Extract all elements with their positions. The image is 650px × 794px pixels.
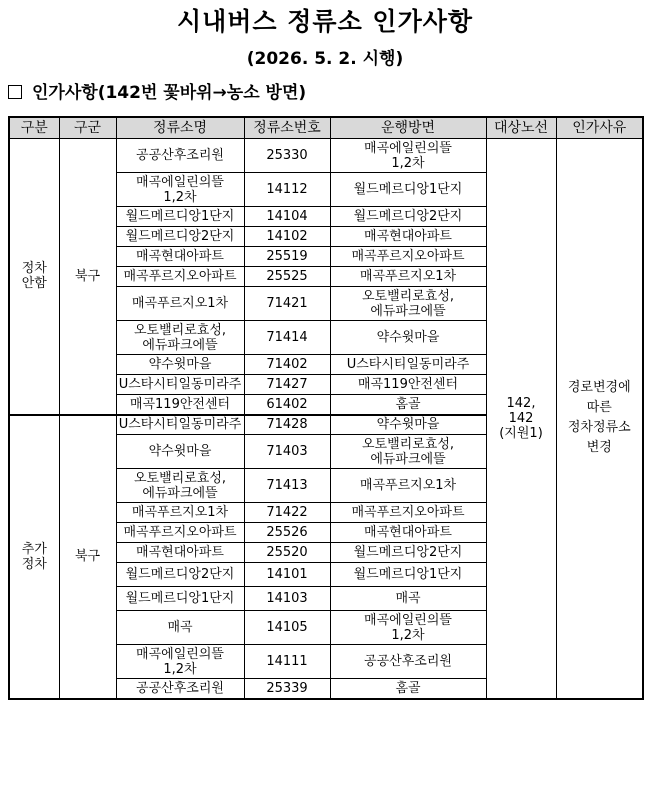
direction-cell: 월드메르디앙1단지 <box>330 563 486 587</box>
stop-name-cell: 월드메르디앙2단지 <box>116 563 244 587</box>
stop-number-cell: 25339 <box>244 679 330 699</box>
direction-cell: 매곡현대아파트 <box>330 523 486 543</box>
direction-cell: 월드메르디앙2단지 <box>330 207 486 227</box>
stop-number-cell: 71427 <box>244 375 330 395</box>
direction-cell: 매곡 <box>330 587 486 611</box>
header-direction: 운행방면 <box>330 117 486 139</box>
table-header-row <box>9 117 643 139</box>
stop-number-cell: 71402 <box>244 355 330 375</box>
stop-number-cell: 14101 <box>244 563 330 587</box>
stop-name-cell: 공공산후조리원 <box>116 679 244 699</box>
direction-cell: 매곡현대아파트 <box>330 227 486 247</box>
stop-number-cell: 14104 <box>244 207 330 227</box>
direction-cell: 매곡푸르지오아파트 <box>330 503 486 523</box>
stop-number-cell: 61402 <box>244 395 330 415</box>
document-title: 시내버스 정류소 인가사항 <box>176 7 474 36</box>
direction-cell: 매곡푸르지오1차 <box>330 469 486 503</box>
stop-number-cell: 14102 <box>244 227 330 247</box>
category-cell: 정차 안함 <box>9 139 59 415</box>
stop-number-cell: 71421 <box>244 287 330 321</box>
stop-name-cell: 매곡에일린의뜰 1,2차 <box>116 645 244 679</box>
stop-number-cell: 14112 <box>244 173 330 207</box>
stop-name-cell: 매곡푸르지오1차 <box>116 503 244 523</box>
category-cell: 추가 정차 <box>9 415 59 699</box>
header-reason: 인가사유 <box>556 117 643 139</box>
stop-name-cell: 약수윗마을 <box>116 355 244 375</box>
direction-cell: 월드메르디앙1단지 <box>330 173 486 207</box>
direction-cell: 공공산후조리원 <box>330 645 486 679</box>
header-stop-number: 정류소번호 <box>244 117 330 139</box>
stop-name-cell: 매곡현대아파트 <box>116 247 244 267</box>
checkbox-square-icon <box>8 85 22 99</box>
reason-cell: 경로변경에 따른 정차정류소 변경 <box>556 139 643 699</box>
stop-name-cell: 매곡푸르지오아파트 <box>116 267 244 287</box>
stop-name-cell: 월드메르디앙2단지 <box>116 227 244 247</box>
stop-number-cell: 25526 <box>244 523 330 543</box>
direction-cell: 홈골 <box>330 679 486 699</box>
direction-cell: 월드메르디앙2단지 <box>330 543 486 563</box>
section-heading <box>8 78 306 103</box>
stop-name-cell: U스타시티일동미라주 <box>116 375 244 395</box>
direction-cell: 홈골 <box>330 395 486 415</box>
stop-number-cell: 25330 <box>244 139 330 173</box>
stop-number-cell: 71428 <box>244 415 330 435</box>
bus-stop-table <box>8 116 644 700</box>
stop-name-cell: U스타시티일동미라주 <box>116 415 244 435</box>
direction-cell: 매곡119안전센터 <box>330 375 486 395</box>
stop-number-cell: 14111 <box>244 645 330 679</box>
stop-number-cell: 71422 <box>244 503 330 523</box>
direction-cell: 오토밸리로효성, 에듀파크에뜰 <box>330 287 486 321</box>
header-stop-name: 정류소명 <box>116 117 244 139</box>
district-cell: 북구 <box>59 139 116 415</box>
stop-name-cell: 매곡푸르지오1차 <box>116 287 244 321</box>
section-heading-text: 인가사항(142번 꽃바위→농소 방면) <box>32 83 307 103</box>
stop-name-cell: 오토밸리로효성, 에듀파크에뜰 <box>116 321 244 355</box>
table-body <box>9 139 643 699</box>
stop-name-cell: 약수윗마을 <box>116 435 244 469</box>
header-district: 구군 <box>59 117 116 139</box>
header-target-routes: 대상노선 <box>486 117 556 139</box>
effective-date: (2026. 5. 2. 시행) <box>246 49 404 69</box>
direction-cell: 약수윗마을 <box>330 415 486 435</box>
stop-name-cell: 오토밸리로효성, 에듀파크에뜰 <box>116 469 244 503</box>
stop-name-cell: 공공산후조리원 <box>116 139 244 173</box>
direction-cell: 약수윗마을 <box>330 321 486 355</box>
table-row <box>9 139 643 173</box>
stop-name-cell: 매곡119안전센터 <box>116 395 244 415</box>
direction-cell: 매곡에일린의뜰 1,2차 <box>330 611 486 645</box>
stop-number-cell: 71403 <box>244 435 330 469</box>
direction-cell: U스타시티일동미라주 <box>330 355 486 375</box>
direction-cell: 매곡푸르지오1차 <box>330 267 486 287</box>
stop-number-cell: 14105 <box>244 611 330 645</box>
target-routes-cell: 142, 142 (지원1) <box>486 139 556 699</box>
stop-number-cell: 14103 <box>244 587 330 611</box>
stop-name-cell: 월드메르디앙1단지 <box>116 587 244 611</box>
stop-name-cell: 매곡 <box>116 611 244 645</box>
direction-cell: 오토밸리로효성, 에듀파크에뜰 <box>330 435 486 469</box>
stop-name-cell: 월드메르디앙1단지 <box>116 207 244 227</box>
header-category: 구분 <box>9 117 59 139</box>
stop-number-cell: 25525 <box>244 267 330 287</box>
stop-name-cell: 매곡푸르지오아파트 <box>116 523 244 543</box>
stop-number-cell: 25519 <box>244 247 330 267</box>
direction-cell: 매곡푸르지오아파트 <box>330 247 486 267</box>
district-cell: 북구 <box>59 415 116 699</box>
stop-name-cell: 매곡현대아파트 <box>116 543 244 563</box>
direction-cell: 매곡에일린의뜰 1,2차 <box>330 139 486 173</box>
stop-number-cell: 25520 <box>244 543 330 563</box>
stop-number-cell: 71413 <box>244 469 330 503</box>
stop-number-cell: 71414 <box>244 321 330 355</box>
stop-name-cell: 매곡에일린의뜰 1,2차 <box>116 173 244 207</box>
